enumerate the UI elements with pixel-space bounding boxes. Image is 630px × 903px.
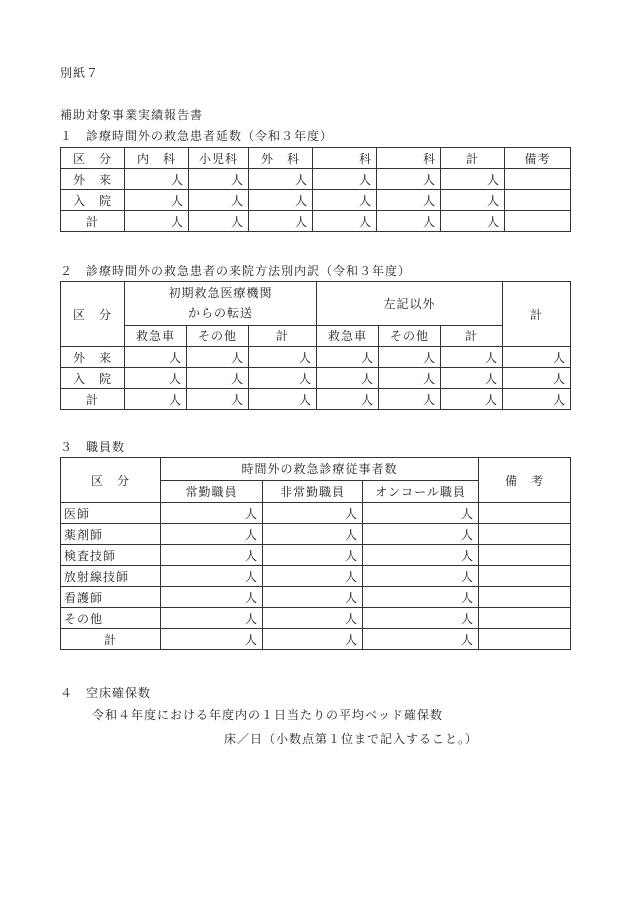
- table-row: [61, 347, 571, 368]
- table-row: [61, 629, 571, 650]
- cell[interactable]: 人: [125, 389, 187, 410]
- header-surgery: 外 科: [249, 148, 313, 169]
- cell[interactable]: 人: [441, 347, 503, 368]
- header-total: 計: [441, 148, 505, 169]
- table-row: [61, 368, 571, 389]
- section4-description: 令和４年度における年度内の１日当たりの平均ベッド確保数: [92, 708, 444, 722]
- remarks-cell[interactable]: [479, 629, 571, 650]
- cell[interactable]: 人: [363, 545, 479, 566]
- row-label: 入 院: [61, 368, 125, 389]
- cell[interactable]: 人: [363, 503, 479, 524]
- cell[interactable]: 人: [363, 629, 479, 650]
- header-total: 計: [503, 282, 571, 347]
- subheader-other: その他: [379, 325, 441, 346]
- row-label: 計: [61, 389, 125, 410]
- subheader-full-time: 常勤職員: [161, 480, 263, 503]
- cell[interactable]: 人: [313, 190, 377, 211]
- subheader-ambulance: 救急車: [317, 325, 379, 346]
- subheader-other: その他: [187, 325, 249, 346]
- table-row: [61, 169, 571, 190]
- row-label: 計: [61, 211, 125, 232]
- cell[interactable]: 人: [363, 566, 479, 587]
- cell[interactable]: 人: [161, 545, 263, 566]
- remarks-cell[interactable]: [479, 503, 571, 524]
- cell[interactable]: 人: [441, 211, 505, 232]
- row-label: 検査技師: [61, 545, 161, 566]
- table-subheader-row: [61, 325, 571, 346]
- table-row: [61, 524, 571, 545]
- cell[interactable]: 人: [125, 190, 189, 211]
- section3-heading: ３ 職員数: [60, 440, 126, 454]
- table-header-row: [61, 148, 571, 169]
- cell[interactable]: 人: [363, 524, 479, 545]
- cell[interactable]: 人: [263, 524, 363, 545]
- header-remarks: 備 考: [479, 458, 571, 503]
- cell[interactable]: 人: [187, 389, 249, 410]
- report-title: 補助対象事業実績報告書: [60, 108, 204, 122]
- cell[interactable]: 人: [317, 389, 379, 410]
- cell[interactable]: 人: [263, 587, 363, 608]
- cell[interactable]: 人: [317, 347, 379, 368]
- table-row: [61, 503, 571, 524]
- remarks-cell[interactable]: [479, 608, 571, 629]
- row-label: 看護師: [61, 587, 161, 608]
- cell[interactable]: 人: [503, 389, 571, 410]
- header-dept-blank-1: 科: [313, 148, 377, 169]
- header-transfer-line2: からの転送: [188, 306, 254, 321]
- cell[interactable]: 人: [187, 368, 249, 389]
- cell[interactable]: 人: [263, 629, 363, 650]
- cell[interactable]: 人: [249, 169, 313, 190]
- remarks-cell[interactable]: [479, 545, 571, 566]
- cell[interactable]: 人: [161, 587, 263, 608]
- cell[interactable]: 人: [379, 389, 441, 410]
- row-label: 外 来: [61, 169, 125, 190]
- cell[interactable]: 人: [377, 169, 441, 190]
- cell[interactable]: 人: [189, 190, 249, 211]
- subheader-subtotal: 計: [249, 325, 317, 346]
- cell[interactable]: 人: [313, 169, 377, 190]
- cell[interactable]: 人: [189, 211, 249, 232]
- remarks-cell[interactable]: [479, 524, 571, 545]
- row-label: 計: [61, 629, 161, 650]
- table-row: [61, 566, 571, 587]
- remarks-cell[interactable]: [505, 211, 571, 232]
- cell[interactable]: 人: [363, 587, 479, 608]
- cell[interactable]: 人: [125, 368, 187, 389]
- section4-unit-note: 床／日（小数点第１位まで記入すること。）: [224, 732, 479, 746]
- cell[interactable]: 人: [125, 211, 189, 232]
- header-transfer-group: [125, 282, 317, 326]
- header-dept-blank-2: 科: [377, 148, 441, 169]
- cell[interactable]: 人: [161, 629, 263, 650]
- table-row: [61, 211, 571, 232]
- cell[interactable]: 人: [249, 211, 313, 232]
- header-kubun: 区 分: [61, 148, 125, 169]
- cell[interactable]: 人: [263, 503, 363, 524]
- section2-heading: ２ 診療時間外の救急患者の来院方法別内訳（令和３年度）: [60, 264, 412, 278]
- table-row: [61, 608, 571, 629]
- subheader-part-time: 非常勤職員: [263, 480, 363, 503]
- row-label: 放射線技師: [61, 566, 161, 587]
- cell[interactable]: 人: [263, 545, 363, 566]
- cell[interactable]: 人: [377, 211, 441, 232]
- remarks-cell[interactable]: [505, 169, 571, 190]
- section2-table: [60, 281, 571, 410]
- cell[interactable]: 人: [503, 368, 571, 389]
- cell[interactable]: 人: [249, 389, 317, 410]
- header-pediatrics: 小児科: [189, 148, 249, 169]
- table-row: [61, 389, 571, 410]
- cell[interactable]: 人: [441, 389, 503, 410]
- subheader-on-call: オンコール職員: [363, 480, 479, 503]
- remarks-cell[interactable]: [479, 566, 571, 587]
- table-row: [61, 190, 571, 211]
- cell[interactable]: 人: [379, 347, 441, 368]
- attachment-label: 別紙７: [60, 66, 100, 80]
- remarks-cell[interactable]: [505, 190, 571, 211]
- cell[interactable]: 人: [125, 169, 189, 190]
- cell[interactable]: 人: [161, 566, 263, 587]
- header-kubun: 区 分: [61, 282, 125, 347]
- header-transfer-line1: 初期救急医療機関: [168, 286, 273, 301]
- section1-table: [60, 147, 571, 232]
- cell[interactable]: 人: [441, 190, 505, 211]
- header-remarks: 備考: [505, 148, 571, 169]
- row-label: その他: [61, 608, 161, 629]
- row-label: 外 来: [61, 347, 125, 368]
- cell[interactable]: 人: [161, 608, 263, 629]
- table-header-row: [61, 282, 571, 326]
- table-header-row: [61, 458, 571, 481]
- remarks-cell[interactable]: [479, 587, 571, 608]
- header-other-group: 左記以外: [317, 282, 503, 326]
- cell[interactable]: 人: [313, 211, 377, 232]
- cell[interactable]: 人: [249, 190, 313, 211]
- cell[interactable]: 人: [249, 347, 317, 368]
- subheader-ambulance: 救急車: [125, 325, 187, 346]
- header-staff-group: 時間外の救急診療従事者数: [161, 458, 479, 481]
- cell[interactable]: 人: [503, 347, 571, 368]
- table-row: [61, 587, 571, 608]
- header-kubun: 区 分: [61, 458, 161, 503]
- cell[interactable]: 人: [187, 347, 249, 368]
- row-label: 医師: [61, 503, 161, 524]
- cell[interactable]: 人: [379, 368, 441, 389]
- cell[interactable]: 人: [161, 524, 263, 545]
- section3-table: [60, 457, 571, 650]
- header-internal-medicine: 内 科: [125, 148, 189, 169]
- cell[interactable]: 人: [441, 368, 503, 389]
- row-label: 入 院: [61, 190, 125, 211]
- section4-heading: ４ 空床確保数: [60, 686, 152, 700]
- row-label: 薬剤師: [61, 524, 161, 545]
- subheader-subtotal: 計: [441, 325, 503, 346]
- cell[interactable]: 人: [317, 368, 379, 389]
- table-row: [61, 545, 571, 566]
- cell[interactable]: 人: [263, 566, 363, 587]
- section1-heading: １ 診療時間外の救急患者延数（令和３年度）: [60, 129, 334, 143]
- cell[interactable]: 人: [263, 608, 363, 629]
- cell[interactable]: 人: [363, 608, 479, 629]
- cell[interactable]: 人: [441, 169, 505, 190]
- cell[interactable]: 人: [377, 190, 441, 211]
- cell[interactable]: 人: [125, 347, 187, 368]
- cell[interactable]: 人: [161, 503, 263, 524]
- cell[interactable]: 人: [249, 368, 317, 389]
- cell[interactable]: 人: [189, 169, 249, 190]
